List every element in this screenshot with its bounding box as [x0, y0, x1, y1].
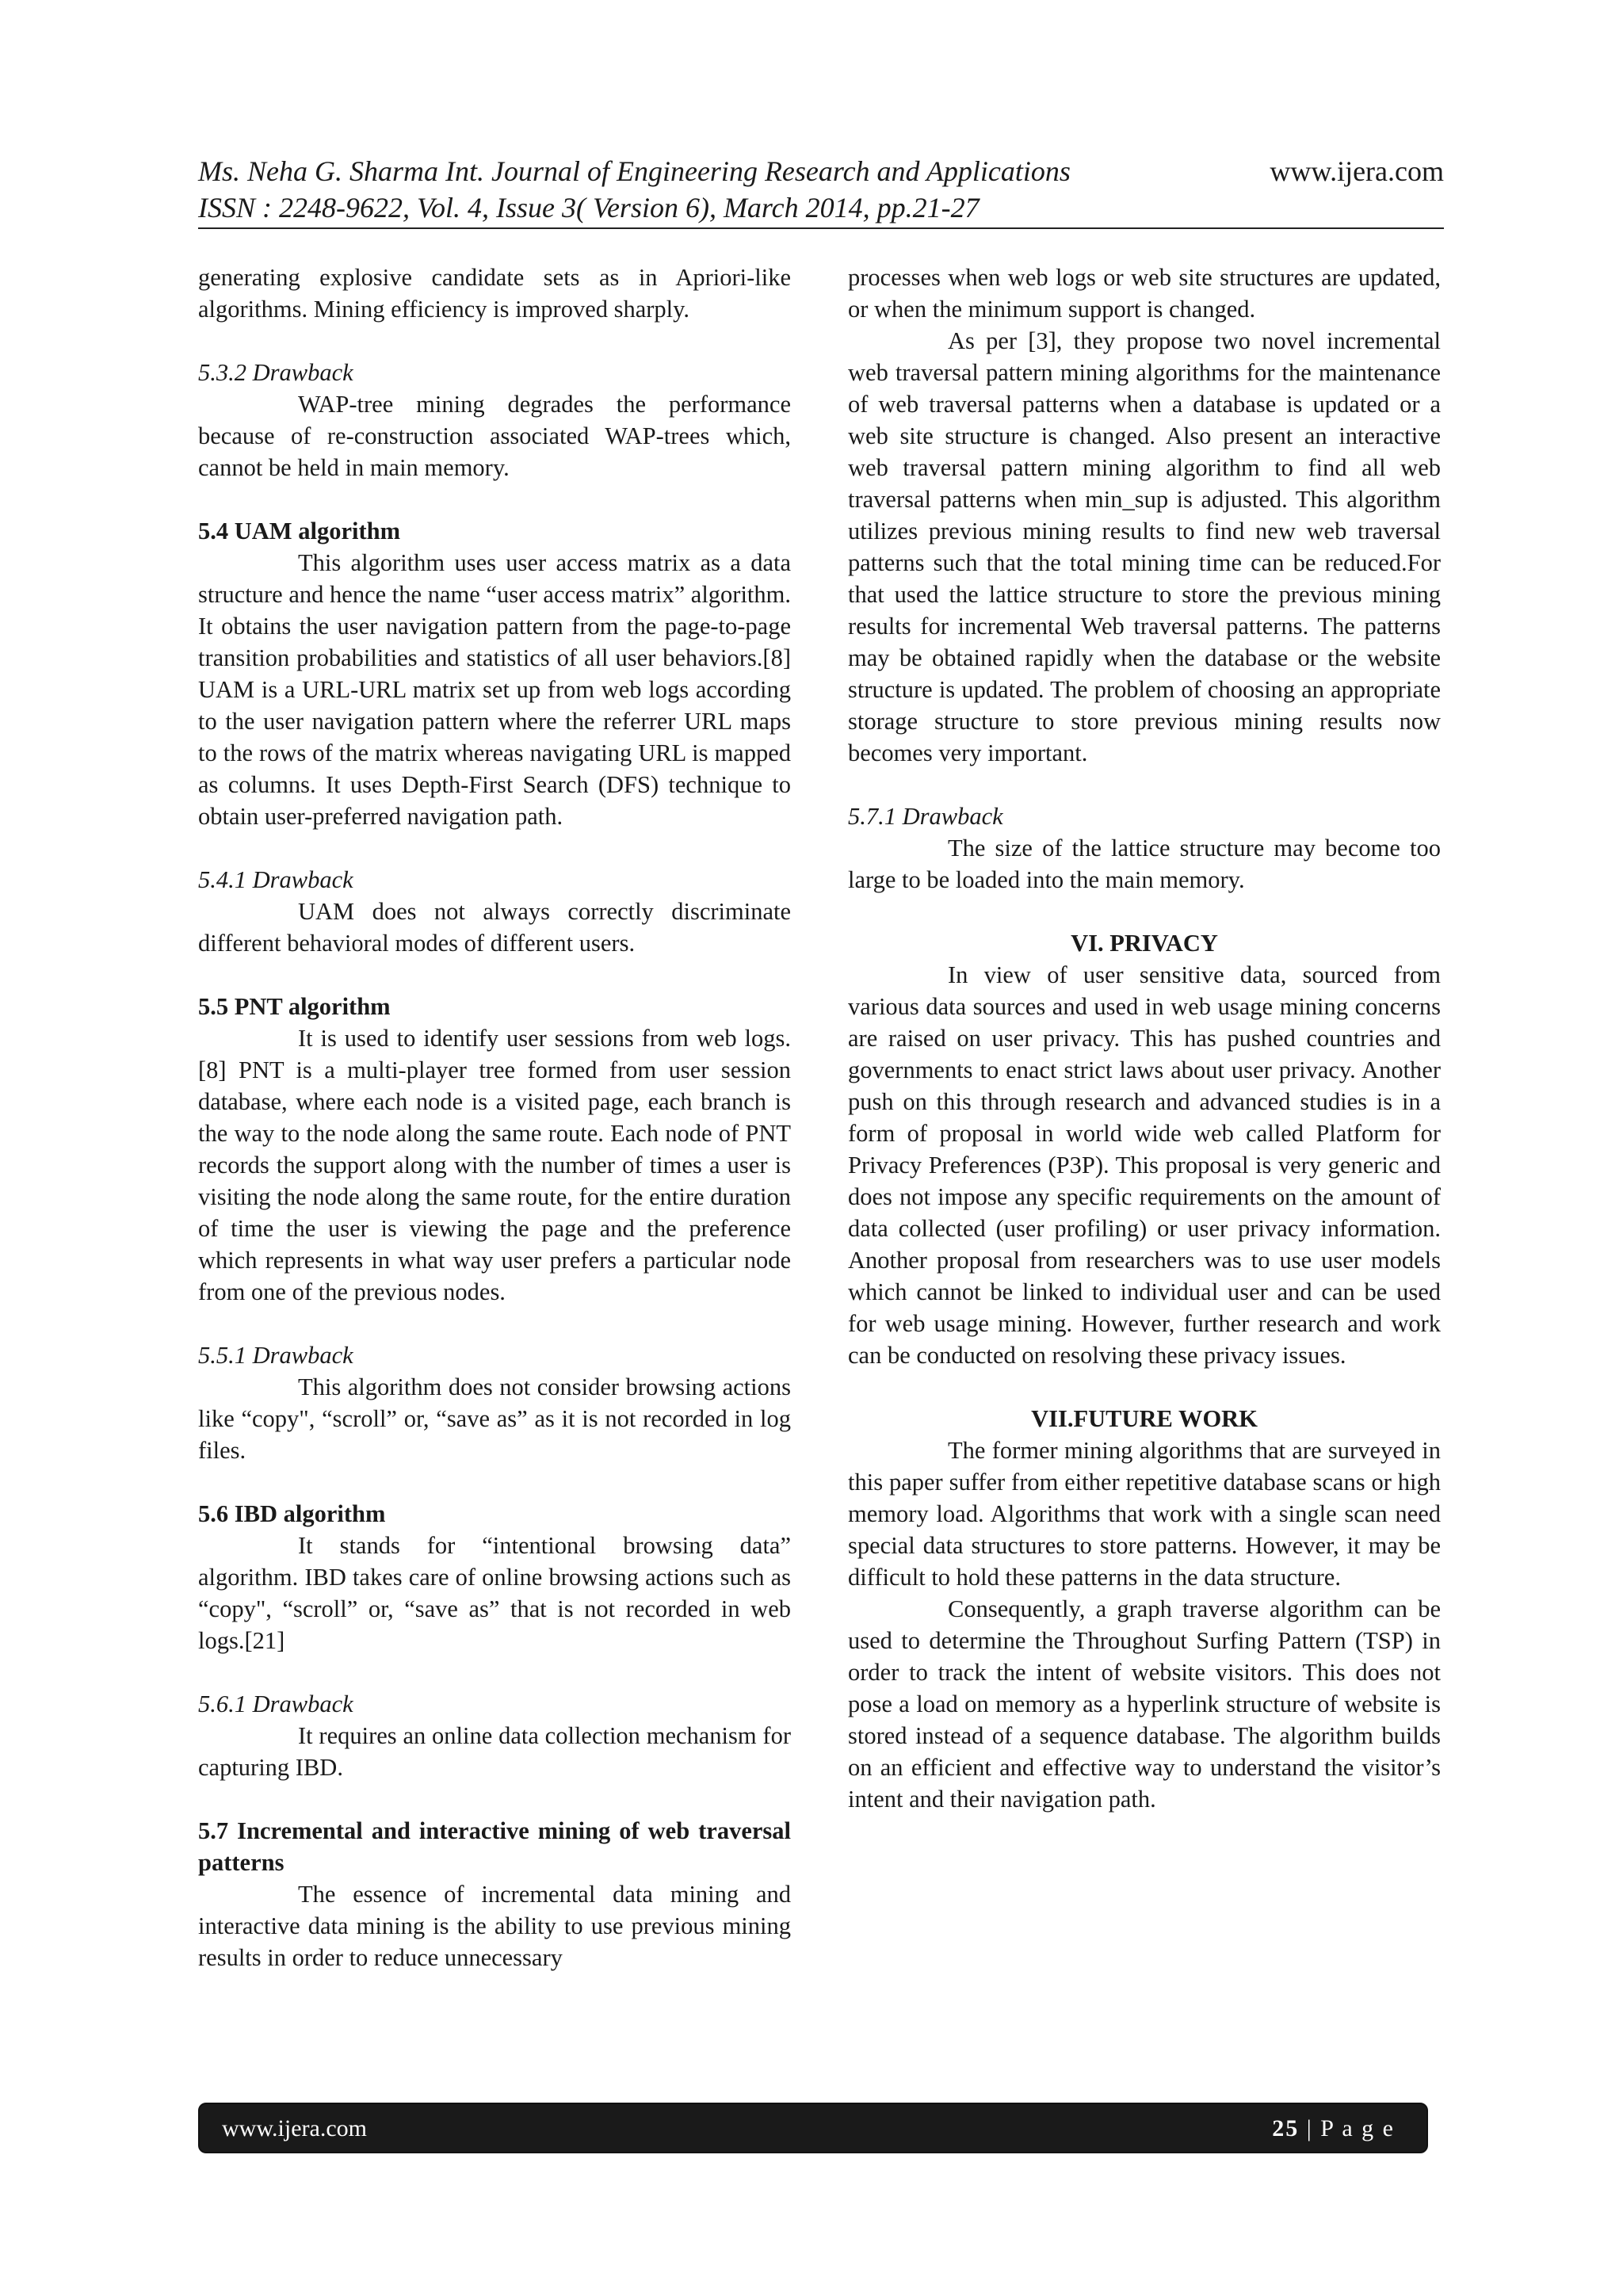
- paragraph: In view of user sensitive data, sourced from various data sources and used in web usage mining concerns are raised on user privacy. This has pushed countries and governments to enact strict laws about user privacy. Another push on this through research and advanced studies is in a form of proposal in world wide web called Platform for Privacy Preferences (P3P). This proposal is very generic and does not impose any specific requirements on the amount of data collected (user profiling) or user privacy information. Another proposal from researchers was to use user models which cannot be linked to individual user and can be used for web usage mining. However, further research and work can be conducted on resolving these privacy issues.: [848, 961, 1441, 1369]
- section-heading-5-6: 5.6 IBD algorithm: [198, 1500, 386, 1527]
- section-heading-5-4: 5.4 UAM algorithm: [198, 518, 400, 544]
- section-heading-future-work: VII.FUTURE WORK: [1031, 1405, 1258, 1432]
- paragraph: This algorithm uses user access matrix as a data structure and hence the name “user access matrix” algorithm. It obtains the user navigation pattern from the page-to-page transition probabilities and statistics of all user behaviors.[8] UAM is a URL-URL matrix set up from web logs according to the user navigation pattern where the referrer URL maps to the rows of the matrix whereas navigating URL is mapped as columns. It uses Depth-First Search (DFS) technique to obtain user-preferred navigation path.: [198, 549, 791, 830]
- subsection-heading-5-4-1: 5.4.1 Drawback: [198, 866, 353, 893]
- paragraph: WAP-tree mining degrades the performance because of re-construction associated WAP-trees which, cannot be held in main memory.: [198, 391, 791, 481]
- paragraph: The essence of incremental data mining and interactive data mining is the ability to use previous mining results in order to reduce unnecessary: [198, 1881, 791, 1971]
- paragraph: The former mining algorithms that are surveyed in this paper suffer from either repetitive database scans or high memory load. Algorithms that work with a single scan need special data structures to store patterns. However, it may be difficult to hold these patterns in the data structure.: [848, 1437, 1441, 1591]
- page-number: [1272, 2115, 1395, 2142]
- header-rule: [198, 227, 1444, 229]
- section-heading-privacy: VI. PRIVACY: [1071, 930, 1218, 957]
- paragraph: It requires an online data collection mechanism for capturing IBD.: [198, 1722, 791, 1781]
- paragraph: processes when web logs or web site structures are updated, or when the minimum support is changed.: [848, 264, 1441, 323]
- subsection-heading-5-5-1: 5.5.1 Drawback: [198, 1342, 353, 1369]
- footer-url[interactable]: www.ijera.com: [222, 2115, 367, 2141]
- paragraph: It stands for “intentional browsing data” algorithm. IBD takes care of online browsing actions such as “copy", “scroll” or, “save as” that is not recorded in web logs.[21]: [198, 1532, 791, 1654]
- journal-header-line1: [198, 153, 1444, 189]
- page-number-value: 25: [1272, 2115, 1300, 2141]
- paragraph: The size of the lattice structure may become too large to be loaded into the main memory.: [848, 835, 1441, 893]
- journal-header-line2: ISSN : 2248-9622, Vol. 4, Issue 3( Version 6), March 2014, pp.21-27: [198, 192, 980, 223]
- subsection-heading-5-6-1: 5.6.1 Drawback: [198, 1690, 353, 1717]
- journal-citation: Ms. Neha G. Sharma Int. Journal of Engineering Research and Applications: [198, 155, 1071, 187]
- journal-url[interactable]: www.ijera.com: [1270, 155, 1444, 187]
- paragraph: As per [3], they propose two novel incremental web traversal pattern mining algorithms for the maintenance of web traversal patterns when a database is updated or a web site structure is changed. Also present an interactive web traversal pattern mining algorithm to find all web traversal patterns when min_sup is adjusted. This algorithm utilizes previous mining results to find new web traversal patterns such that the total mining time can be reduced.For that used the lattice structure to store the previous mining results for incremental Web traversal patterns. The patterns may be obtained rapidly when the database or the website structure is updated. The problem of choosing an appropriate storage structure to store previous mining results now becomes very important.: [848, 327, 1441, 766]
- page-number-label: | P a g e: [1299, 2115, 1395, 2141]
- paragraph: UAM does not always correctly discriminate different behavioral modes of different users.: [198, 898, 791, 957]
- paragraph: Consequently, a graph traverse algorithm can be used to determine the Throughout Surfing Pattern (TSP) in order to track the intent of website visitors. This does not pose a load on memory as a hyperlink structure of website is stored instead of a sequence database. The algorithm builds on an efficient and effective way to understand the visitor’s intent and their navigation path.: [848, 1595, 1441, 1813]
- left-column: [198, 262, 791, 1973]
- right-column: [848, 262, 1441, 1815]
- page-header: [198, 153, 1444, 226]
- section-heading-5-7: 5.7 Incremental and interactive mining of web traversal patterns: [198, 1817, 791, 1876]
- paragraph: It is used to identify user sessions from web logs.[8] PNT is a multi-player tree formed from user session database, where each node is a visited page, each branch is the way to the node along the same route. Each node of PNT records the support along with the number of times a user is visiting the node along the same route, for the entire duration of time the user is viewing the page and the preference which represents in what way user prefers a particular node from one of the previous nodes.: [198, 1025, 791, 1305]
- paragraph: This algorithm does not consider browsing actions like “copy", “scroll” or, “save as” as it is not recorded in log files.: [198, 1373, 791, 1464]
- paragraph: generating explosive candidate sets as in Apriori-like algorithms. Mining efficiency is improved sharply.: [198, 264, 791, 323]
- page-footer: [198, 2103, 1428, 2153]
- section-heading-5-5: 5.5 PNT algorithm: [198, 993, 391, 1020]
- subsection-heading-5-3-2: 5.3.2 Drawback: [198, 359, 353, 386]
- subsection-heading-5-7-1: 5.7.1 Drawback: [848, 803, 1003, 830]
